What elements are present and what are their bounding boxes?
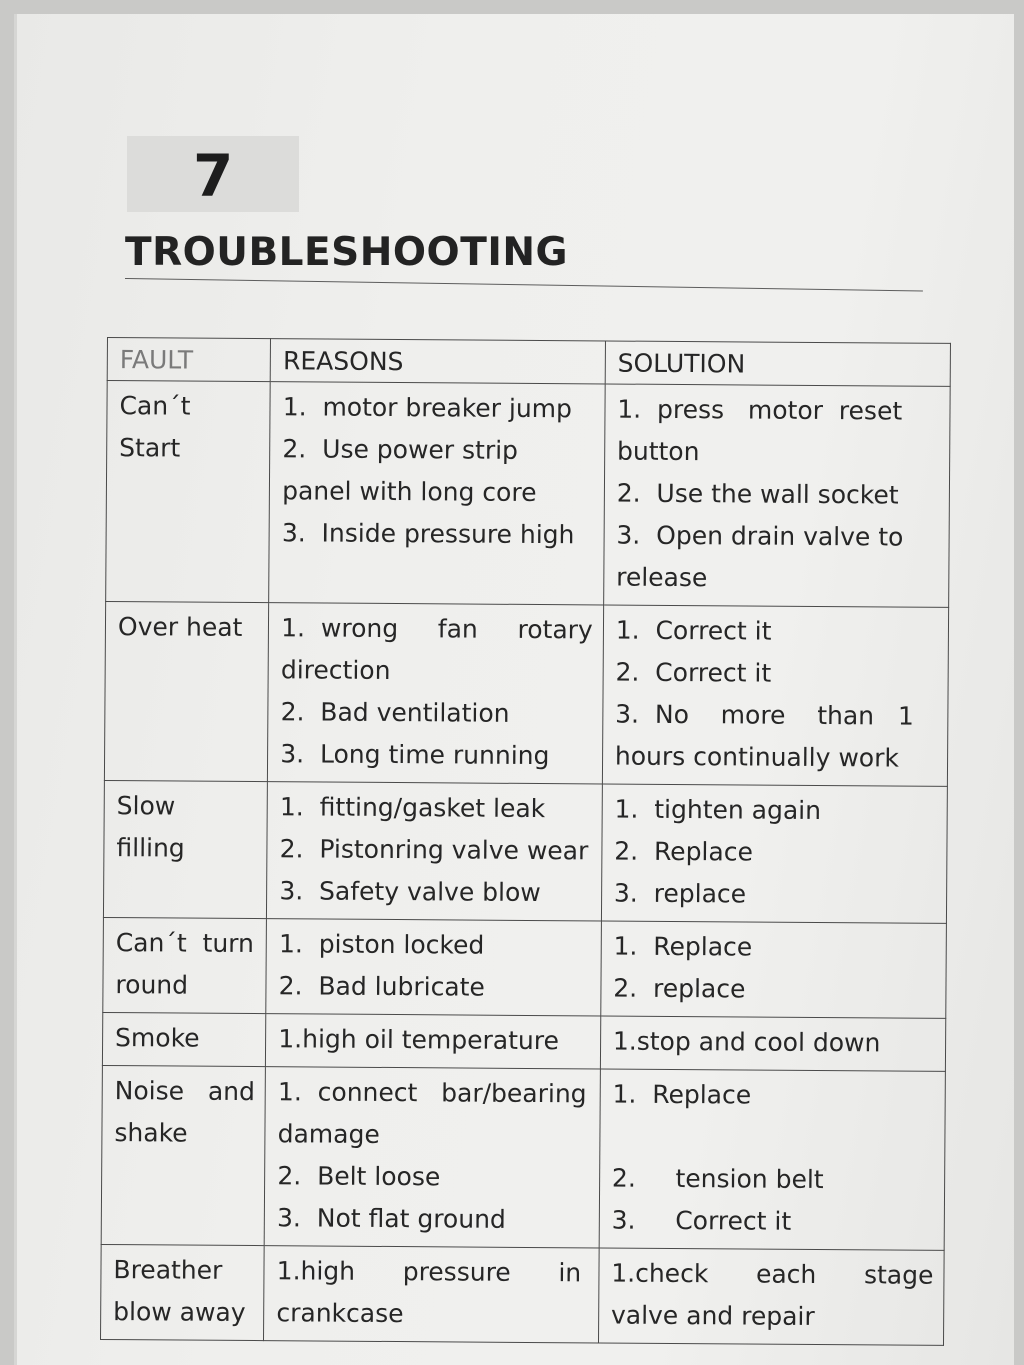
table-row <box>101 1244 945 1345</box>
table-row <box>102 1012 945 1071</box>
fault-line: shake <box>114 1118 188 1148</box>
solution-line: release <box>616 562 708 593</box>
solution-line: hours continually work <box>614 741 900 773</box>
header-fault-label: FAULT <box>119 345 194 375</box>
header-fault <box>107 338 271 382</box>
table-row <box>103 917 947 1018</box>
table-header-row <box>107 338 950 387</box>
solution-line: 2. Replace <box>614 836 753 867</box>
reasons-line: 1. connect bar/bearing <box>277 1077 587 1109</box>
solution-line: 2. Correct it <box>615 657 772 688</box>
reasons-cell <box>266 919 601 1016</box>
fault-line: round <box>115 970 189 1000</box>
reasons-line: 3. Inside pressure high <box>281 518 575 550</box>
fault-line: filling <box>116 833 185 863</box>
fault-line: Can´t turn <box>115 928 255 959</box>
reasons-cell <box>264 1246 599 1343</box>
fault-line: Over heat <box>117 612 243 642</box>
reasons-cell <box>269 382 605 605</box>
fault-line: Slow <box>116 791 176 821</box>
solution-cell <box>603 384 950 607</box>
table-row <box>103 780 947 923</box>
fault-cell <box>103 917 267 1013</box>
solution-line: 1. Replace <box>612 1079 752 1110</box>
reasons-line: 1. wrong fan rotary <box>281 613 593 645</box>
troubleshooting-table <box>100 337 951 1346</box>
reasons-line: 2. Bad ventilation <box>280 697 510 728</box>
solution-line: 1. Replace <box>613 931 753 962</box>
fault-line: Breather <box>113 1255 223 1285</box>
reasons-line: 1.high oil temperature <box>278 1024 560 1056</box>
troubleshooting-table-wrapper <box>100 337 951 1346</box>
reasons-line: 2. Belt loose <box>277 1161 441 1192</box>
solution-line: 2. tension belt <box>611 1163 824 1195</box>
solution-cell <box>601 784 947 923</box>
fault-cell <box>104 601 268 781</box>
title-divider <box>125 278 923 292</box>
reasons-line: 2. Use power strip <box>282 434 519 465</box>
reasons-cell <box>268 603 604 784</box>
reasons-line: 1. motor breaker jump <box>282 392 573 424</box>
reasons-line: direction <box>280 655 391 685</box>
fault-cell <box>101 1244 265 1340</box>
reasons-line: 1. piston locked <box>278 929 485 960</box>
reasons-cell <box>267 782 603 921</box>
solution-line: 2. replace <box>613 973 746 1004</box>
fault-line: Can´t <box>119 391 191 421</box>
header-reasons-label: REASONS <box>282 346 404 377</box>
solution-line: 1. Correct it <box>615 615 772 646</box>
reasons-line: 2. Bad lubricate <box>278 971 485 1002</box>
fault-cell <box>103 780 267 918</box>
section-title: TROUBLESHOOTING <box>125 230 568 275</box>
solution-line: 3. replace <box>613 878 747 909</box>
reasons-line: damage <box>277 1119 380 1149</box>
reasons-line: 3. Not flat ground <box>276 1203 506 1234</box>
solution-line: 1. tighten again <box>614 794 822 825</box>
reasons-cell <box>264 1067 600 1248</box>
solution-line <box>612 1116 934 1160</box>
fault-line: Start <box>119 433 181 463</box>
fault-cell <box>102 1012 266 1066</box>
solution-cell <box>599 1069 945 1250</box>
solution-cell <box>598 1248 944 1345</box>
solution-line: 3. Open drain valve to <box>616 520 904 552</box>
fault-line: blow away <box>113 1297 246 1327</box>
chapter-number: 7 <box>193 142 234 210</box>
solution-line: 3. Correct it <box>611 1205 792 1236</box>
fault-line: Smoke <box>115 1023 200 1053</box>
reasons-line: 3. Safety valve blow <box>279 876 541 908</box>
solution-line: button <box>616 436 700 467</box>
solution-cell <box>601 921 947 1018</box>
manual-page <box>14 14 1014 1365</box>
fault-cell <box>101 1065 265 1245</box>
reasons-line: 1. fitting/gasket leak <box>279 792 546 824</box>
fault-cell <box>106 381 271 603</box>
header-solution-label: SOLUTION <box>617 348 746 379</box>
header-solution <box>605 341 950 386</box>
solution-line: valve and repair <box>610 1300 815 1331</box>
solution-line: 3. No more than 1 <box>615 699 914 731</box>
reasons-line: panel with long core <box>282 476 537 508</box>
fault-line: Noise and <box>114 1076 256 1107</box>
reasons-line: crankcase <box>276 1298 404 1329</box>
solution-line: 2. Use the wall socket <box>616 478 899 510</box>
reasons-cell <box>266 1014 601 1069</box>
table-row <box>104 601 948 786</box>
solution-cell <box>600 1016 945 1071</box>
reasons-line: 3. Long time running <box>280 739 550 771</box>
solution-line: 1.stop and cool down <box>612 1026 881 1058</box>
reasons-line: 1.high pressure in <box>276 1256 582 1288</box>
solution-line: 1.check each stage <box>611 1258 934 1290</box>
table-row <box>106 381 950 608</box>
solution-cell <box>602 605 948 786</box>
solution-line: 1. press motor reset <box>617 394 903 426</box>
header-reasons <box>270 339 605 384</box>
table-row <box>101 1065 945 1250</box>
reasons-line: 2. Pistonring valve wear <box>279 834 589 866</box>
